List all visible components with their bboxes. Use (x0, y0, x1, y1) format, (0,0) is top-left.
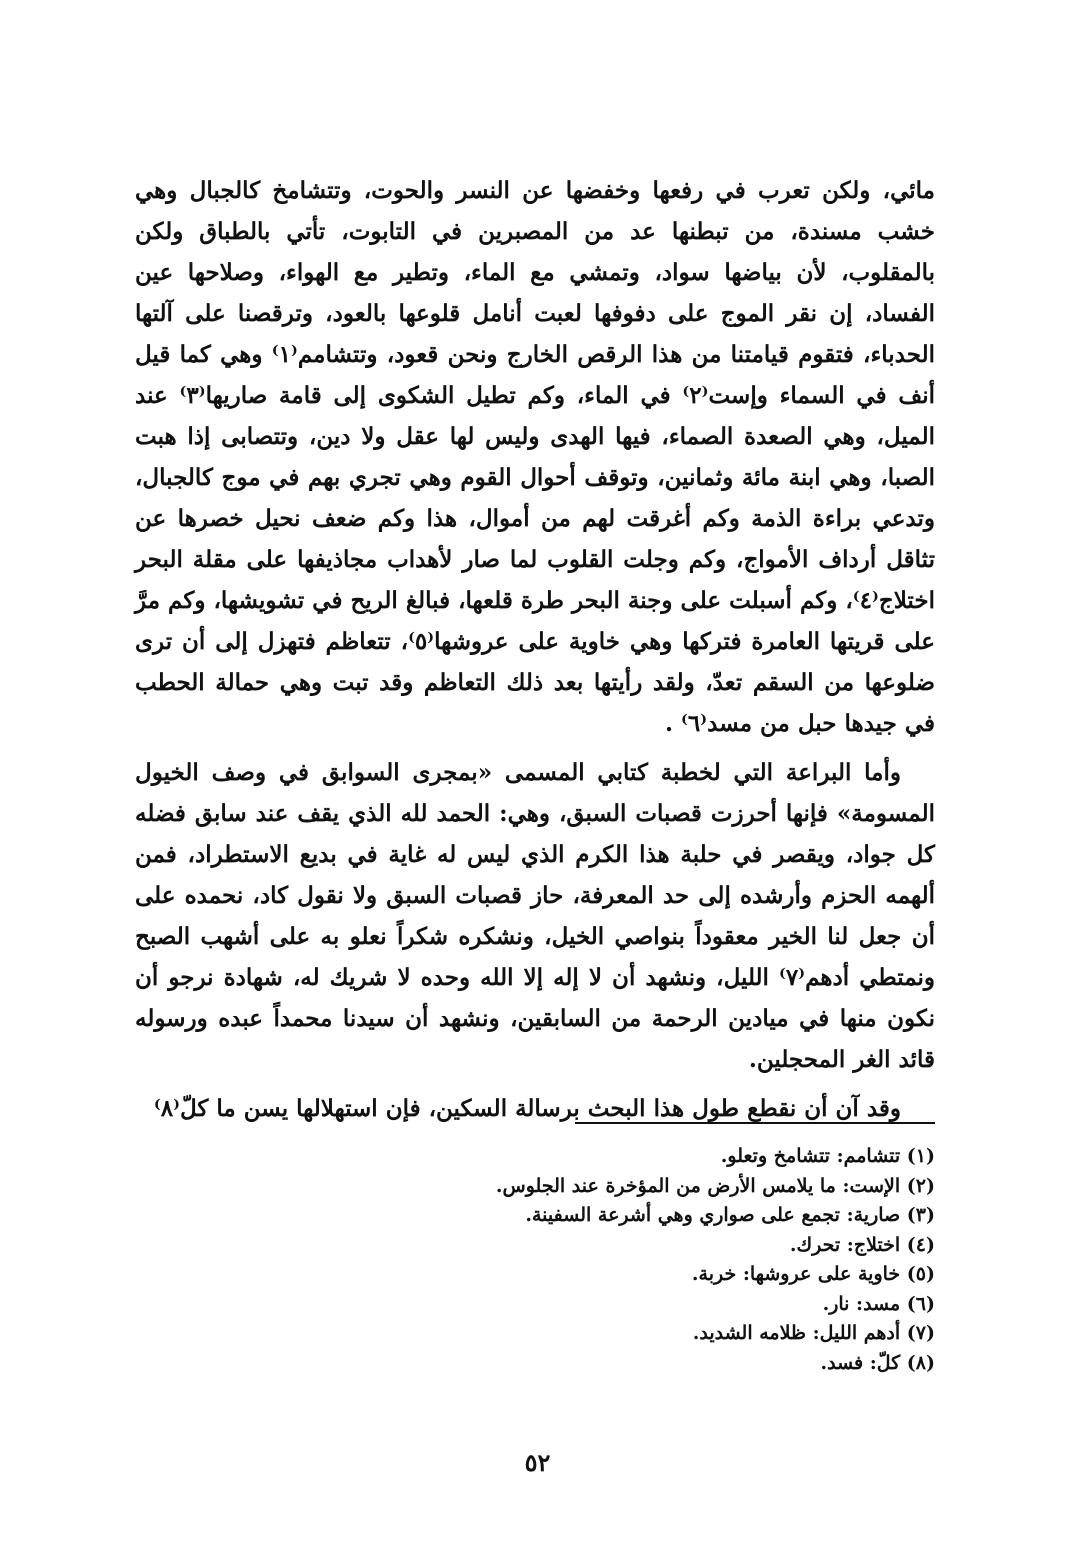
footnote-7: (٧) أدهم الليل: ظلامه الشديد. (692, 1322, 935, 1344)
footnotes (135, 1142, 935, 1378)
paragraph-2: وأما البراعة التي لخطبة كتابي المسمى «بمجرى السوابق في وصف الخيول المسومة» فإنها أحرزت قصبات السبق، وهي: الحمد لله الذي يقف عند سابق فضله كل جواد، ويقصر في حلبة هذا الكرم الذي ليس له غاية في بديع الاستطراد، فمن ألهمه الحزم وأرشده إلى حد المعرفة، حاز قصبات السبق ولا نقول كاد، نحمده على أن جعل لنا الخير معقوداً بنواصي الخيل، ونشكره شكراً نعلو به على أشهب الصبح ونمتطي أدهم⁽٧⁾ الليل، ونشهد أن لا إله إلا الله وحده لا شريك له، شهادة نرجو أن نكون منها في ميادين الرحمة من السابقين، ونشهد أن سيدنا محمداً عبده ورسوله قائد الغر المحجلين. (135, 759, 935, 1073)
main-text (135, 170, 935, 1129)
paragraph-3: وقد آن أن نقطع طول هذا البحث برسالة السكين، فإن استهلالها يسن ما كلّ⁽٨⁾ (153, 1095, 901, 1122)
page-number: ٥٢ (524, 1448, 551, 1477)
footnote-5: (٥) خاوية على عروشها: خربة. (691, 1263, 935, 1285)
footnote-3: (٣) صارية: تجمع على صواري وهي أشرعة السفينة. (525, 1204, 935, 1226)
paragraph-1: مائي، ولكن تعرب في رفعها وخفضها عن النسر والحوت، وتتشامخ كالجبال وهي خشب مسندة، من تبطنها عد من المصبرين في التابوت، تأتي بالطباق ولكن بالمقلوب، لأن بياضها سواد، وتمشي مع الماء، وتطير مع الهواء، وصلاحها عين الفساد، إن نقر الموج على دفوفها لعبت أنامل قلوعها بالعود، وترقصنا على آلتها الحدباء، فتقوم قيامتنا من هذا الرقص الخارج ونحن قعود، وتتشامم⁽١⁾ وهي كما قيل أنف في السماء وإست⁽٢⁾ في الماء، وكم تطيل الشكوى إلى قامة صاريها⁽٣⁾ عند الميل، وهي الصعدة الصماء، فيها الهدى وليس لها عقل ولا دين، وتتصابى إذا هبت الصبا، وهي ابنة مائة وثمانين، وتوقف أحوال القوم وهي تجري بهم في موج كالجبال، وتدعي براءة الذمة وكم أغرقت لهم من أموال، هذا وكم ضعف نحيل خصرها عن تثاقل أرداف الأمواج، وكم وجلت القلوب لما صار لأهداب مجاذيفها على مقلة البحر اختلاج⁽٤⁾، وكم أسبلت على وجنة البحر طرة قلعها، فبالغ الريح في تشويشها، وكم مرَّ على قريتها العامرة فتركها وهي خاوية على عروشها⁽٥⁾، تتعاظم فتهزل إلى أن ترى ضلوعها من السقم تعدّ، ولقد رأيتها بعد ذلك التعاظم وقد تبت وهي حمالة الحطب في جيدها حبل من مسد⁽٦⁾ . (135, 177, 936, 737)
footnote-divider (575, 1122, 935, 1124)
footnote-8: (٨) كلّ: فسد. (820, 1351, 935, 1374)
footnote-6: (٦) مسد: نار. (822, 1292, 935, 1315)
footnote-4: (٤) اختلاج: تحرك. (789, 1233, 935, 1256)
footnote-2: (٢) الإست: ما يلامس الأرض من المؤخرة عند الجلوس. (495, 1174, 935, 1197)
footnote-1: (١) تتشامم: تتشامخ وتعلو. (720, 1145, 935, 1167)
